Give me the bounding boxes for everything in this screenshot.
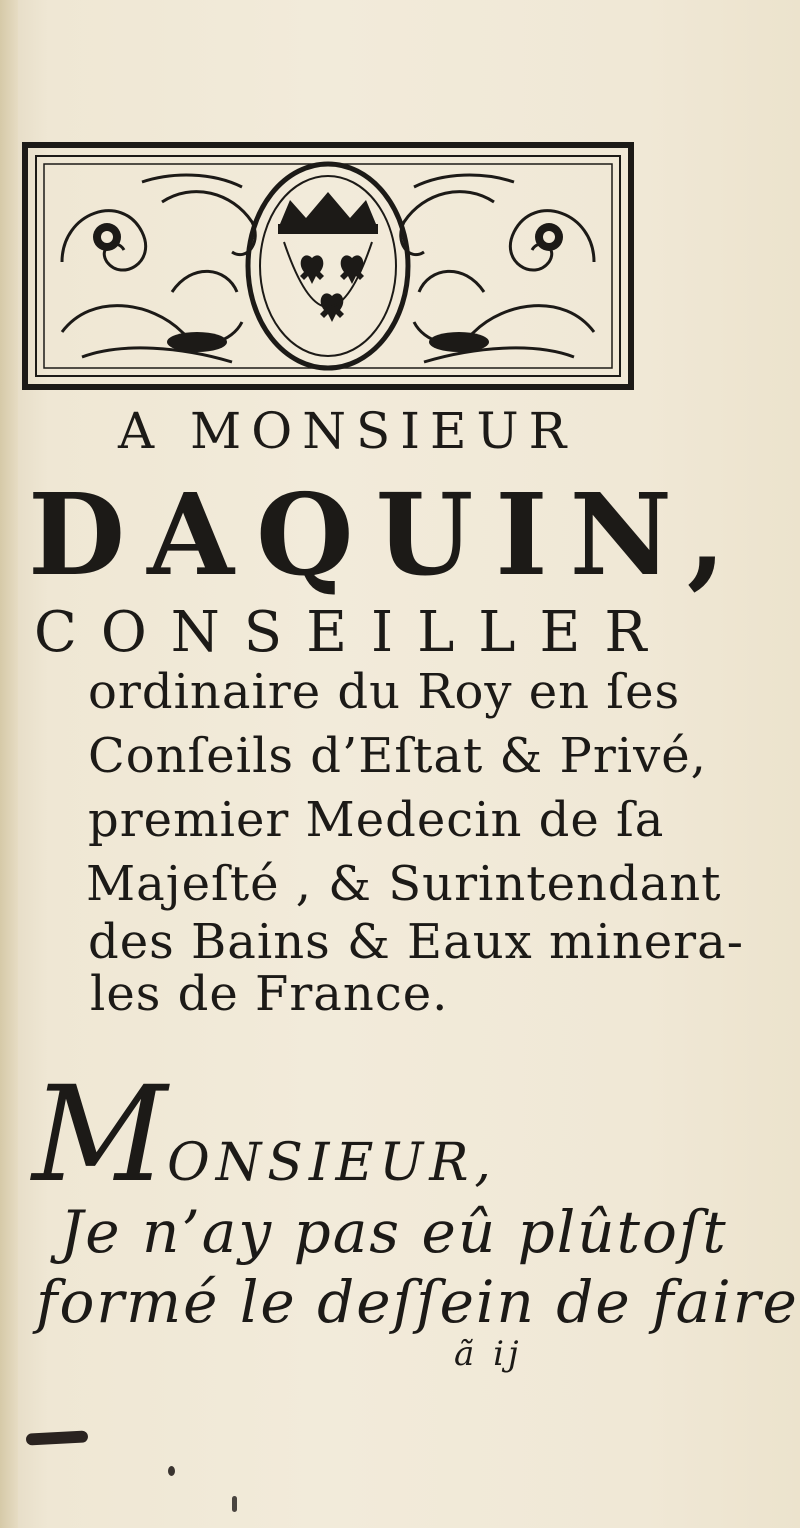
ink-smudge bbox=[26, 1430, 89, 1445]
dedicatee-name: DAQUIN, bbox=[28, 470, 748, 601]
title-line: les de France. bbox=[90, 966, 449, 1022]
title-line: ordinaire du Roy en ſes bbox=[88, 664, 681, 720]
salutation bbox=[32, 1058, 497, 1212]
signature-mark: ã ij bbox=[454, 1334, 523, 1374]
salutation-rest: ONSIEUR, bbox=[167, 1133, 497, 1193]
letter-line: formé le deſſein de faire bbox=[36, 1268, 799, 1336]
title-line: Majeſté , & Surintendant bbox=[86, 856, 722, 912]
letter-line: Je n’ay pas eû plûtoſt bbox=[60, 1198, 728, 1266]
title-line: Conſeils d’Eſtat & Privé, bbox=[88, 728, 707, 784]
ink-dot bbox=[168, 1466, 175, 1476]
ink-dot bbox=[232, 1496, 237, 1512]
royal-crest-headpiece-icon bbox=[22, 142, 634, 390]
page-edge bbox=[0, 0, 18, 1528]
salutation-initial: M bbox=[32, 1058, 168, 1212]
dedicatee-title: CONSEILLER bbox=[34, 600, 671, 665]
title-line: des Bains & Eaux minera- bbox=[88, 914, 744, 970]
title-line: premier Medecin de ſa bbox=[88, 792, 665, 848]
dedication-heading: A MONSIEUR bbox=[118, 402, 577, 460]
